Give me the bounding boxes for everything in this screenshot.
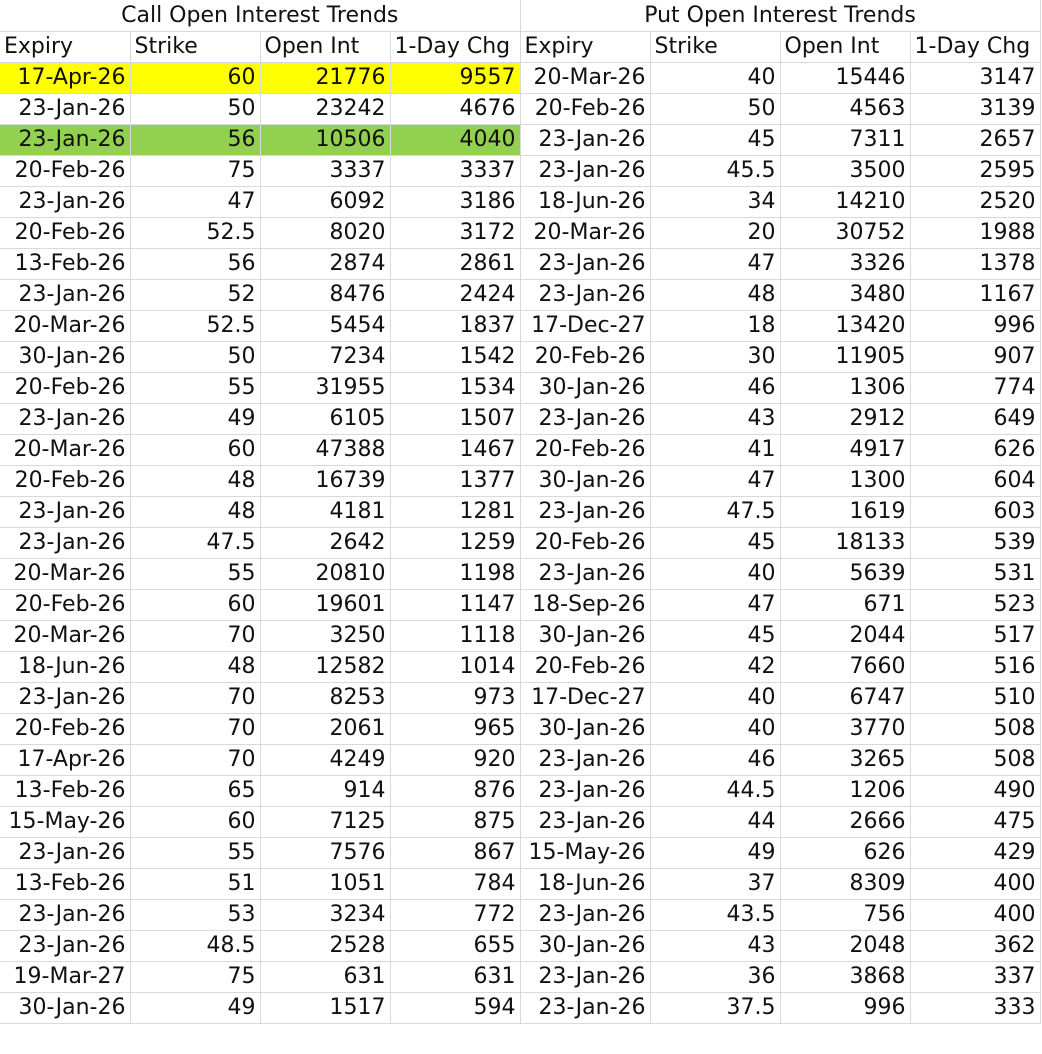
call-expiry-cell[interactable]: 23-Jan-26 bbox=[0, 682, 130, 713]
put-expiry-cell[interactable]: 23-Jan-26 bbox=[520, 899, 650, 930]
put-strike-cell[interactable]: 43 bbox=[650, 403, 780, 434]
put-1-day-chg-cell[interactable]: 774 bbox=[910, 372, 1040, 403]
put-expiry-cell[interactable]: 30-Jan-26 bbox=[520, 620, 650, 651]
data-rows bbox=[0, 62, 1040, 1023]
put-open-int-cell[interactable]: 626 bbox=[780, 837, 910, 868]
call-1-day-chg-cell[interactable]: 9557 bbox=[390, 62, 520, 93]
put-expiry-cell[interactable]: 20-Feb-26 bbox=[520, 93, 650, 124]
table-row bbox=[0, 155, 1040, 186]
call-1-day-chg-cell[interactable]: 1467 bbox=[390, 434, 520, 465]
put-strike-cell[interactable]: 45 bbox=[650, 527, 780, 558]
call-header-open-int[interactable]: Open Int bbox=[260, 31, 390, 62]
call-open-int-cell[interactable]: 31955 bbox=[260, 372, 390, 403]
table-row bbox=[0, 558, 1040, 589]
put-open-int-cell[interactable]: 14210 bbox=[780, 186, 910, 217]
put-expiry-cell[interactable]: 23-Jan-26 bbox=[520, 155, 650, 186]
table-row bbox=[0, 775, 1040, 806]
put-1-day-chg-cell[interactable]: 996 bbox=[910, 310, 1040, 341]
put-open-int-cell[interactable]: 11905 bbox=[780, 341, 910, 372]
call-open-int-cell[interactable]: 20810 bbox=[260, 558, 390, 589]
call-1-day-chg-cell[interactable]: 1837 bbox=[390, 310, 520, 341]
put-1-day-chg-cell[interactable]: 510 bbox=[910, 682, 1040, 713]
call-open-int-cell[interactable]: 16739 bbox=[260, 465, 390, 496]
call-strike-cell[interactable]: 50 bbox=[130, 341, 260, 372]
call-open-int-cell[interactable]: 47388 bbox=[260, 434, 390, 465]
put-open-int-cell[interactable]: 3868 bbox=[780, 961, 910, 992]
call-open-int-cell[interactable]: 7576 bbox=[260, 837, 390, 868]
put-open-int-cell[interactable]: 13420 bbox=[780, 310, 910, 341]
call-strike-cell[interactable]: 47.5 bbox=[130, 527, 260, 558]
call-1-day-chg-cell[interactable]: 1147 bbox=[390, 589, 520, 620]
put-expiry-cell[interactable]: 23-Jan-26 bbox=[520, 961, 650, 992]
call-expiry-cell[interactable]: 20-Feb-26 bbox=[0, 155, 130, 186]
put-1-day-chg-cell[interactable]: 649 bbox=[910, 403, 1040, 434]
call-expiry-cell[interactable]: 17-Apr-26 bbox=[0, 62, 130, 93]
call-expiry-cell[interactable]: 23-Jan-26 bbox=[0, 496, 130, 527]
table-row bbox=[0, 527, 1040, 558]
put-strike-cell[interactable]: 18 bbox=[650, 310, 780, 341]
put-open-int-cell[interactable]: 2044 bbox=[780, 620, 910, 651]
put-expiry-cell[interactable]: 23-Jan-26 bbox=[520, 124, 650, 155]
put-1-day-chg-cell[interactable]: 475 bbox=[910, 806, 1040, 837]
call-expiry-cell[interactable]: 13-Feb-26 bbox=[0, 868, 130, 899]
call-expiry-cell[interactable]: 20-Feb-26 bbox=[0, 465, 130, 496]
table-row bbox=[0, 682, 1040, 713]
put-1-day-chg-cell[interactable]: 362 bbox=[910, 930, 1040, 961]
call-1-day-chg-cell[interactable]: 1507 bbox=[390, 403, 520, 434]
call-expiry-cell[interactable]: 13-Feb-26 bbox=[0, 775, 130, 806]
put-expiry-cell[interactable]: 23-Jan-26 bbox=[520, 558, 650, 589]
call-expiry-cell[interactable]: 23-Jan-26 bbox=[0, 93, 130, 124]
put-open-int-cell[interactable]: 4563 bbox=[780, 93, 910, 124]
call-strike-cell[interactable]: 47 bbox=[130, 186, 260, 217]
put-expiry-cell[interactable]: 20-Feb-26 bbox=[520, 434, 650, 465]
put-open-int-cell[interactable]: 5639 bbox=[780, 558, 910, 589]
put-header-strike[interactable]: Strike bbox=[650, 31, 780, 62]
call-strike-cell[interactable]: 51 bbox=[130, 868, 260, 899]
put-open-int-cell[interactable]: 30752 bbox=[780, 217, 910, 248]
call-strike-cell[interactable]: 56 bbox=[130, 248, 260, 279]
put-strike-cell[interactable]: 30 bbox=[650, 341, 780, 372]
call-open-int-cell[interactable]: 23242 bbox=[260, 93, 390, 124]
put-open-int-cell[interactable]: 3265 bbox=[780, 744, 910, 775]
call-expiry-cell[interactable]: 20-Mar-26 bbox=[0, 310, 130, 341]
put-1-day-chg-cell[interactable]: 3147 bbox=[910, 62, 1040, 93]
put-expiry-cell[interactable]: 17-Dec-27 bbox=[520, 682, 650, 713]
put-strike-cell[interactable]: 37 bbox=[650, 868, 780, 899]
call-open-int-cell[interactable]: 4249 bbox=[260, 744, 390, 775]
call-open-int-cell[interactable]: 3234 bbox=[260, 899, 390, 930]
table-row bbox=[0, 465, 1040, 496]
put-open-int-cell[interactable]: 2048 bbox=[780, 930, 910, 961]
call-expiry-cell[interactable]: 23-Jan-26 bbox=[0, 899, 130, 930]
call-strike-cell[interactable]: 50 bbox=[130, 93, 260, 124]
call-open-int-cell[interactable]: 7234 bbox=[260, 341, 390, 372]
table-row bbox=[0, 93, 1040, 124]
put-1-day-chg-cell[interactable]: 508 bbox=[910, 744, 1040, 775]
put-strike-cell[interactable]: 45.5 bbox=[650, 155, 780, 186]
call-expiry-cell[interactable]: 23-Jan-26 bbox=[0, 837, 130, 868]
put-strike-cell[interactable]: 34 bbox=[650, 186, 780, 217]
call-strike-cell[interactable]: 52 bbox=[130, 279, 260, 310]
call-expiry-cell[interactable]: 23-Jan-26 bbox=[0, 279, 130, 310]
call-open-int-cell[interactable]: 2061 bbox=[260, 713, 390, 744]
table-row bbox=[0, 713, 1040, 744]
call-open-int-cell[interactable]: 7125 bbox=[260, 806, 390, 837]
call-1-day-chg-cell[interactable]: 876 bbox=[390, 775, 520, 806]
put-open-int-cell[interactable]: 7311 bbox=[780, 124, 910, 155]
call-expiry-cell[interactable]: 18-Jun-26 bbox=[0, 651, 130, 682]
put-strike-cell[interactable]: 43.5 bbox=[650, 899, 780, 930]
call-open-int-cell[interactable]: 2642 bbox=[260, 527, 390, 558]
put-open-int-cell[interactable]: 756 bbox=[780, 899, 910, 930]
call-strike-cell[interactable]: 48 bbox=[130, 651, 260, 682]
put-expiry-cell[interactable]: 23-Jan-26 bbox=[520, 403, 650, 434]
table-row bbox=[0, 186, 1040, 217]
put-open-int-cell[interactable]: 3500 bbox=[780, 155, 910, 186]
put-expiry-cell[interactable]: 18-Sep-26 bbox=[520, 589, 650, 620]
call-open-int-cell[interactable]: 914 bbox=[260, 775, 390, 806]
put-open-int-cell[interactable]: 3770 bbox=[780, 713, 910, 744]
call-expiry-cell[interactable]: 23-Jan-26 bbox=[0, 186, 130, 217]
put-open-int-cell[interactable]: 15446 bbox=[780, 62, 910, 93]
put-strike-cell[interactable]: 49 bbox=[650, 837, 780, 868]
call-strike-cell[interactable]: 70 bbox=[130, 620, 260, 651]
put-strike-cell[interactable]: 46 bbox=[650, 744, 780, 775]
call-expiry-cell[interactable]: 20-Mar-26 bbox=[0, 620, 130, 651]
call-1-day-chg-cell[interactable]: 2424 bbox=[390, 279, 520, 310]
put-1-day-chg-cell[interactable]: 400 bbox=[910, 899, 1040, 930]
table-row bbox=[0, 961, 1040, 992]
put-open-int-cell[interactable]: 996 bbox=[780, 992, 910, 1023]
call-1-day-chg-cell[interactable]: 973 bbox=[390, 682, 520, 713]
put-open-int-cell[interactable]: 18133 bbox=[780, 527, 910, 558]
put-header-expiry[interactable]: Expiry bbox=[520, 31, 650, 62]
call-expiry-cell[interactable]: 19-Mar-27 bbox=[0, 961, 130, 992]
put-1-day-chg-cell[interactable]: 517 bbox=[910, 620, 1040, 651]
put-expiry-cell[interactable]: 20-Feb-26 bbox=[520, 651, 650, 682]
put-1-day-chg-cell[interactable]: 539 bbox=[910, 527, 1040, 558]
put-strike-cell[interactable]: 40 bbox=[650, 558, 780, 589]
call-1-day-chg-cell[interactable]: 1259 bbox=[390, 527, 520, 558]
put-open-int-cell[interactable]: 1300 bbox=[780, 465, 910, 496]
put-open-int-cell[interactable]: 671 bbox=[780, 589, 910, 620]
call-expiry-cell[interactable]: 20-Mar-26 bbox=[0, 434, 130, 465]
put-expiry-cell[interactable]: 23-Jan-26 bbox=[520, 775, 650, 806]
call-strike-cell[interactable]: 49 bbox=[130, 992, 260, 1023]
call-open-int-cell[interactable]: 10506 bbox=[260, 124, 390, 155]
put-expiry-cell[interactable]: 17-Dec-27 bbox=[520, 310, 650, 341]
put-1-day-chg-cell[interactable]: 2595 bbox=[910, 155, 1040, 186]
call-strike-cell[interactable]: 55 bbox=[130, 558, 260, 589]
put-strike-cell[interactable]: 48 bbox=[650, 279, 780, 310]
call-expiry-cell[interactable]: 20-Feb-26 bbox=[0, 217, 130, 248]
put-strike-cell[interactable]: 20 bbox=[650, 217, 780, 248]
call-expiry-cell[interactable]: 30-Jan-26 bbox=[0, 341, 130, 372]
call-expiry-cell[interactable]: 20-Feb-26 bbox=[0, 372, 130, 403]
call-header-strike[interactable]: Strike bbox=[130, 31, 260, 62]
call-1-day-chg-cell[interactable]: 1534 bbox=[390, 372, 520, 403]
put-strike-cell[interactable]: 47 bbox=[650, 589, 780, 620]
put-1-day-chg-cell[interactable]: 2520 bbox=[910, 186, 1040, 217]
put-strike-cell[interactable]: 47.5 bbox=[650, 496, 780, 527]
put-header-1-day-chg[interactable]: 1-Day Chg bbox=[910, 31, 1040, 62]
table-row bbox=[0, 744, 1040, 775]
call-expiry-cell[interactable]: 20-Feb-26 bbox=[0, 589, 130, 620]
call-1-day-chg-cell[interactable]: 965 bbox=[390, 713, 520, 744]
call-expiry-cell[interactable]: 23-Jan-26 bbox=[0, 124, 130, 155]
table-row bbox=[0, 403, 1040, 434]
put-1-day-chg-cell[interactable]: 523 bbox=[910, 589, 1040, 620]
call-1-day-chg-cell[interactable]: 4040 bbox=[390, 124, 520, 155]
table-row bbox=[0, 217, 1040, 248]
put-strike-cell[interactable]: 40 bbox=[650, 62, 780, 93]
put-1-day-chg-cell[interactable]: 531 bbox=[910, 558, 1040, 589]
call-strike-cell[interactable]: 56 bbox=[130, 124, 260, 155]
table-row bbox=[0, 279, 1040, 310]
call-open-int-cell[interactable]: 5454 bbox=[260, 310, 390, 341]
put-1-day-chg-cell[interactable]: 1378 bbox=[910, 248, 1040, 279]
put-expiry-cell[interactable]: 23-Jan-26 bbox=[520, 496, 650, 527]
put-expiry-cell[interactable]: 30-Jan-26 bbox=[520, 930, 650, 961]
table-row bbox=[0, 899, 1040, 930]
table-row bbox=[0, 930, 1040, 961]
put-expiry-cell[interactable]: 30-Jan-26 bbox=[520, 372, 650, 403]
put-expiry-cell[interactable]: 23-Jan-26 bbox=[520, 806, 650, 837]
table-row bbox=[0, 248, 1040, 279]
call-strike-cell[interactable]: 70 bbox=[130, 713, 260, 744]
put-open-int-cell[interactable]: 1306 bbox=[780, 372, 910, 403]
put-open-int-cell[interactable]: 1619 bbox=[780, 496, 910, 527]
put-1-day-chg-cell[interactable]: 2657 bbox=[910, 124, 1040, 155]
put-open-int-cell[interactable]: 2912 bbox=[780, 403, 910, 434]
put-open-int-cell[interactable]: 7660 bbox=[780, 651, 910, 682]
call-expiry-cell[interactable]: 23-Jan-26 bbox=[0, 930, 130, 961]
put-expiry-cell[interactable]: 23-Jan-26 bbox=[520, 248, 650, 279]
put-1-day-chg-cell[interactable]: 1988 bbox=[910, 217, 1040, 248]
put-open-int-cell[interactable]: 8309 bbox=[780, 868, 910, 899]
call-strike-cell[interactable]: 55 bbox=[130, 372, 260, 403]
put-expiry-cell[interactable]: 30-Jan-26 bbox=[520, 465, 650, 496]
put-strike-cell[interactable]: 40 bbox=[650, 713, 780, 744]
put-expiry-cell[interactable]: 20-Mar-26 bbox=[520, 217, 650, 248]
put-expiry-cell[interactable]: 30-Jan-26 bbox=[520, 713, 650, 744]
call-expiry-cell[interactable]: 13-Feb-26 bbox=[0, 248, 130, 279]
call-1-day-chg-cell[interactable]: 1542 bbox=[390, 341, 520, 372]
call-1-day-chg-cell[interactable]: 875 bbox=[390, 806, 520, 837]
call-section-title[interactable]: Call Open Interest Trends bbox=[0, 0, 520, 31]
put-strike-cell[interactable]: 44.5 bbox=[650, 775, 780, 806]
put-open-int-cell[interactable]: 2666 bbox=[780, 806, 910, 837]
table-row bbox=[0, 837, 1040, 868]
call-expiry-cell[interactable]: 17-Apr-26 bbox=[0, 744, 130, 775]
call-strike-cell[interactable]: 70 bbox=[130, 682, 260, 713]
call-strike-cell[interactable]: 48.5 bbox=[130, 930, 260, 961]
column-header-row bbox=[0, 31, 1040, 62]
call-open-int-cell[interactable]: 631 bbox=[260, 961, 390, 992]
call-header-expiry[interactable]: Expiry bbox=[0, 31, 130, 62]
put-expiry-cell[interactable]: 23-Jan-26 bbox=[520, 279, 650, 310]
call-expiry-cell[interactable]: 20-Mar-26 bbox=[0, 558, 130, 589]
call-expiry-cell[interactable]: 15-May-26 bbox=[0, 806, 130, 837]
call-1-day-chg-cell[interactable]: 655 bbox=[390, 930, 520, 961]
put-header-open-int[interactable]: Open Int bbox=[780, 31, 910, 62]
table-row bbox=[0, 992, 1040, 1023]
put-strike-cell[interactable]: 37.5 bbox=[650, 992, 780, 1023]
call-open-int-cell[interactable]: 6105 bbox=[260, 403, 390, 434]
put-1-day-chg-cell[interactable]: 603 bbox=[910, 496, 1040, 527]
put-expiry-cell[interactable]: 20-Mar-26 bbox=[520, 62, 650, 93]
call-strike-cell[interactable]: 52.5 bbox=[130, 217, 260, 248]
put-expiry-cell[interactable]: 18-Jun-26 bbox=[520, 868, 650, 899]
call-strike-cell[interactable]: 60 bbox=[130, 62, 260, 93]
call-open-int-cell[interactable]: 1051 bbox=[260, 868, 390, 899]
call-strike-cell[interactable]: 52.5 bbox=[130, 310, 260, 341]
call-1-day-chg-cell[interactable]: 784 bbox=[390, 868, 520, 899]
put-1-day-chg-cell[interactable]: 333 bbox=[910, 992, 1040, 1023]
put-expiry-cell[interactable]: 20-Feb-26 bbox=[520, 527, 650, 558]
put-1-day-chg-cell[interactable]: 429 bbox=[910, 837, 1040, 868]
table-row bbox=[0, 496, 1040, 527]
call-strike-cell[interactable]: 70 bbox=[130, 744, 260, 775]
put-1-day-chg-cell[interactable]: 604 bbox=[910, 465, 1040, 496]
call-strike-cell[interactable]: 60 bbox=[130, 806, 260, 837]
call-strike-cell[interactable]: 60 bbox=[130, 589, 260, 620]
call-strike-cell[interactable]: 48 bbox=[130, 465, 260, 496]
call-1-day-chg-cell[interactable]: 1014 bbox=[390, 651, 520, 682]
call-strike-cell[interactable]: 48 bbox=[130, 496, 260, 527]
put-1-day-chg-cell[interactable]: 490 bbox=[910, 775, 1040, 806]
table-row bbox=[0, 310, 1040, 341]
put-1-day-chg-cell[interactable]: 1167 bbox=[910, 279, 1040, 310]
call-strike-cell[interactable]: 75 bbox=[130, 155, 260, 186]
call-open-int-cell[interactable]: 8020 bbox=[260, 217, 390, 248]
put-section-title[interactable]: Put Open Interest Trends bbox=[520, 0, 1040, 31]
put-strike-cell[interactable]: 45 bbox=[650, 620, 780, 651]
put-strike-cell[interactable]: 42 bbox=[650, 651, 780, 682]
call-1-day-chg-cell[interactable]: 594 bbox=[390, 992, 520, 1023]
put-strike-cell[interactable]: 47 bbox=[650, 248, 780, 279]
call-1-day-chg-cell[interactable]: 3172 bbox=[390, 217, 520, 248]
table-row bbox=[0, 434, 1040, 465]
call-open-int-cell[interactable]: 4181 bbox=[260, 496, 390, 527]
put-expiry-cell[interactable]: 18-Jun-26 bbox=[520, 186, 650, 217]
call-open-int-cell[interactable]: 12582 bbox=[260, 651, 390, 682]
table-row bbox=[0, 372, 1040, 403]
call-open-int-cell[interactable]: 8253 bbox=[260, 682, 390, 713]
put-expiry-cell[interactable]: 23-Jan-26 bbox=[520, 744, 650, 775]
put-1-day-chg-cell[interactable]: 400 bbox=[910, 868, 1040, 899]
put-strike-cell[interactable]: 43 bbox=[650, 930, 780, 961]
put-strike-cell[interactable]: 47 bbox=[650, 465, 780, 496]
call-1-day-chg-cell[interactable]: 3337 bbox=[390, 155, 520, 186]
put-1-day-chg-cell[interactable]: 3139 bbox=[910, 93, 1040, 124]
put-strike-cell[interactable]: 50 bbox=[650, 93, 780, 124]
call-1-day-chg-cell[interactable]: 920 bbox=[390, 744, 520, 775]
call-strike-cell[interactable]: 75 bbox=[130, 961, 260, 992]
table-row bbox=[0, 868, 1040, 899]
call-1-day-chg-cell[interactable]: 1281 bbox=[390, 496, 520, 527]
call-open-int-cell[interactable]: 2528 bbox=[260, 930, 390, 961]
put-expiry-cell[interactable]: 20-Feb-26 bbox=[520, 341, 650, 372]
put-open-int-cell[interactable]: 1206 bbox=[780, 775, 910, 806]
call-strike-cell[interactable]: 60 bbox=[130, 434, 260, 465]
call-1-day-chg-cell[interactable]: 631 bbox=[390, 961, 520, 992]
put-open-int-cell[interactable]: 6747 bbox=[780, 682, 910, 713]
put-strike-cell[interactable]: 36 bbox=[650, 961, 780, 992]
put-strike-cell[interactable]: 40 bbox=[650, 682, 780, 713]
put-strike-cell[interactable]: 44 bbox=[650, 806, 780, 837]
put-1-day-chg-cell[interactable]: 626 bbox=[910, 434, 1040, 465]
call-strike-cell[interactable]: 55 bbox=[130, 837, 260, 868]
call-1-day-chg-cell[interactable]: 867 bbox=[390, 837, 520, 868]
call-1-day-chg-cell[interactable]: 1198 bbox=[390, 558, 520, 589]
put-expiry-cell[interactable]: 15-May-26 bbox=[520, 837, 650, 868]
put-expiry-cell[interactable]: 23-Jan-26 bbox=[520, 992, 650, 1023]
put-1-day-chg-cell[interactable]: 516 bbox=[910, 651, 1040, 682]
call-expiry-cell[interactable]: 23-Jan-26 bbox=[0, 527, 130, 558]
call-expiry-cell[interactable]: 20-Feb-26 bbox=[0, 713, 130, 744]
call-open-int-cell[interactable]: 19601 bbox=[260, 589, 390, 620]
table-row bbox=[0, 651, 1040, 682]
call-expiry-cell[interactable]: 30-Jan-26 bbox=[0, 992, 130, 1023]
put-1-day-chg-cell[interactable]: 337 bbox=[910, 961, 1040, 992]
table-row bbox=[0, 589, 1040, 620]
call-open-int-cell[interactable]: 3250 bbox=[260, 620, 390, 651]
call-strike-cell[interactable]: 53 bbox=[130, 899, 260, 930]
call-open-int-cell[interactable]: 21776 bbox=[260, 62, 390, 93]
table-row bbox=[0, 806, 1040, 837]
table-row bbox=[0, 124, 1040, 155]
table-row bbox=[0, 62, 1040, 93]
put-1-day-chg-cell[interactable]: 907 bbox=[910, 341, 1040, 372]
call-open-int-cell[interactable]: 6092 bbox=[260, 186, 390, 217]
call-1-day-chg-cell[interactable]: 4676 bbox=[390, 93, 520, 124]
call-open-int-cell[interactable]: 2874 bbox=[260, 248, 390, 279]
call-1-day-chg-cell[interactable]: 1118 bbox=[390, 620, 520, 651]
call-1-day-chg-cell[interactable]: 1377 bbox=[390, 465, 520, 496]
put-open-int-cell[interactable]: 4917 bbox=[780, 434, 910, 465]
table-row bbox=[0, 341, 1040, 372]
call-expiry-cell[interactable]: 23-Jan-26 bbox=[0, 403, 130, 434]
call-open-int-cell[interactable]: 3337 bbox=[260, 155, 390, 186]
table-row bbox=[0, 620, 1040, 651]
put-strike-cell[interactable]: 45 bbox=[650, 124, 780, 155]
put-strike-cell[interactable]: 46 bbox=[650, 372, 780, 403]
call-1-day-chg-cell[interactable]: 772 bbox=[390, 899, 520, 930]
call-1-day-chg-cell[interactable]: 2861 bbox=[390, 248, 520, 279]
call-strike-cell[interactable]: 49 bbox=[130, 403, 260, 434]
call-1-day-chg-cell[interactable]: 3186 bbox=[390, 186, 520, 217]
put-open-int-cell[interactable]: 3480 bbox=[780, 279, 910, 310]
put-strike-cell[interactable]: 41 bbox=[650, 434, 780, 465]
put-open-int-cell[interactable]: 3326 bbox=[780, 248, 910, 279]
call-open-int-cell[interactable]: 8476 bbox=[260, 279, 390, 310]
put-1-day-chg-cell[interactable]: 508 bbox=[910, 713, 1040, 744]
section-title-row bbox=[0, 0, 1040, 31]
call-strike-cell[interactable]: 65 bbox=[130, 775, 260, 806]
call-header-1-day-chg[interactable]: 1-Day Chg bbox=[390, 31, 520, 62]
call-open-int-cell[interactable]: 1517 bbox=[260, 992, 390, 1023]
